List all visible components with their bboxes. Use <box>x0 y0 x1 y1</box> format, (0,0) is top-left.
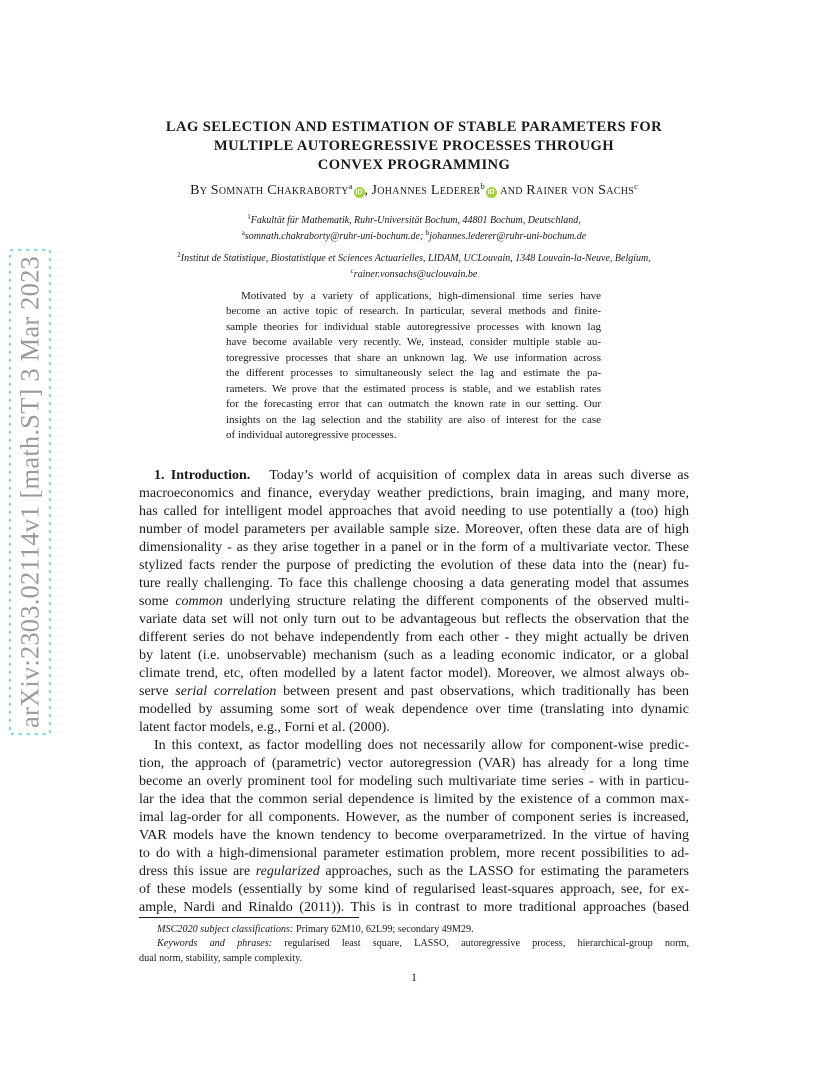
body-line: become an overly prominent tool for modeling such multivariate time series - with in particu- <box>139 774 689 789</box>
affiliation-emails <box>100 265 728 281</box>
author-superscript: b <box>480 181 485 191</box>
body-line: by latent (i.e. unobservable) mechanism (such as a leading economic indicator, or a global <box>139 648 689 663</box>
body-line <box>139 467 689 485</box>
arxiv-stamp <box>8 248 52 736</box>
orcid-icon[interactable]: iD <box>487 189 495 196</box>
body-line: lar the idea that the common serial dependence is limited by the existence of a common max- <box>139 792 689 807</box>
orcid-icon[interactable]: iD <box>355 189 363 196</box>
body-text: dress this issue are <box>139 864 251 879</box>
author-superscript: c <box>634 181 638 191</box>
body-text: underlying structure relating the different components of the observed multi- <box>229 594 690 609</box>
abstract-line: Motivated by a variety of applications, high-dimensional time series have <box>241 290 601 302</box>
email-separator: ; <box>419 231 424 242</box>
body-text: serve <box>139 684 169 699</box>
body-line: imal lag-order for all components. However, as the number of component series is increased, <box>139 810 689 825</box>
body-line: of these models (essentially by some kind of regularised least-squares approach, see, for ex- <box>139 882 689 897</box>
section-heading: 1. Introduction. <box>154 468 251 483</box>
body-line: variate data set will not only turn out to be advantageous but reflects the observation that the <box>139 612 689 627</box>
abstract-line: rameters. We prove that the estimated process is stable, and we establish rates <box>226 382 601 395</box>
body-line: stylized facts render the purpose of predicting the evolution of these data into the (near) fu- <box>139 558 689 573</box>
abstract-line: the different processes to simultaneously select the lag and estimate the pa- <box>226 367 601 380</box>
keywords <box>139 937 689 951</box>
body-line: climate trend, etc, often modelled by a latent factor model). Moreover, we almost always ob- <box>139 666 689 681</box>
affiliation-text: Institut de Statistique, Biostatistique et Sciences Actuarielles, LIDAM, UCLouvain, 1348 Louvain-la-Neuve, Belgium, <box>180 253 651 264</box>
body-line: macroeconomics and finance, everyday weather predictions, brain imaging, and many more, <box>139 486 689 501</box>
msc-label: MSC2020 subject classifications: <box>157 924 294 935</box>
body-line: VAR models have the known tendency to become overparametrized. In the virtue of having <box>139 828 689 843</box>
abstract <box>226 289 601 444</box>
email-superscript: c <box>350 267 354 275</box>
title-line: LAG SELECTION AND ESTIMATION OF STABLE PARAMETERS FOR <box>165 119 663 135</box>
body-line: tion, the approach of (parametric) vector autoregression (VAR) has already for a long time <box>139 756 689 771</box>
by-label: By <box>190 183 208 198</box>
paper-title <box>100 118 728 175</box>
email-link[interactable]: somnath.chakraborty@ruhr-uni-bochum.de <box>244 231 420 242</box>
abstract-line: insights on the lag selection and the stability are also of interest for the case <box>226 413 601 426</box>
affiliation-number: 1 <box>247 213 251 221</box>
email-link[interactable]: rainer.vonsachs@uclouvain.be <box>353 269 478 280</box>
author-superscript: a <box>348 181 353 191</box>
body-line: has called for intelligent model approaches that avoid needing to use potentially a (too) high <box>139 504 689 519</box>
and-label: and <box>500 183 523 198</box>
body-line <box>139 683 689 701</box>
body-line <box>139 593 689 611</box>
title-line: CONVEX PROGRAMMING <box>317 157 511 173</box>
arxiv-identifier[interactable]: arXiv:2303.02114v1 [math.ST] 3 Mar 2023 <box>14 256 45 728</box>
body-line: modelled by assuming some sort of weak dependence over time (translating into dynamic <box>139 702 689 717</box>
abstract-line: of individual autoregressive processes. <box>226 429 397 442</box>
affiliation-text: Fakultät für Mathematik, Ruhr-Universität Bochum, 44801 Bochum, Deutschland, <box>250 215 581 226</box>
abstract-line: toregressive processes that share an unknown lag. We use information across <box>226 351 601 364</box>
keywords-continued: dual norm, stability, sample complexity. <box>139 952 303 964</box>
author-separator: , <box>364 183 368 198</box>
author-name: Rainer von Sachs <box>526 183 635 198</box>
title-line: MULTIPLE AUTOREGRESSIVE PROCESSES THROUGH <box>213 138 615 154</box>
abstract-line: for the forecasting error that can outmatch the known rate in our setting. Our <box>226 398 601 411</box>
body-line: ample, Nardi and Rinaldo (2011)). This is in contrast to more traditional approaches (based <box>139 900 689 915</box>
body-line: ture really challenging. To face this challenge choosing a data generating model that assumes <box>139 576 689 591</box>
msc-text: Primary 62M10, 62L99; secondary 49M29. <box>295 924 474 935</box>
introduction-section <box>139 467 689 917</box>
footnotes <box>139 923 689 966</box>
email-superscript: b <box>425 229 430 237</box>
affiliation-address <box>100 211 728 227</box>
author-name: Johannes Lederer <box>371 183 481 198</box>
body-line: latent factor models, e.g., Forni et al. (2000). <box>139 720 390 735</box>
abstract-line: become an active topic of research. In particular, several methods and finite- <box>226 305 601 318</box>
body-line: to do with a high-dimensional parameter estimation problem, more recent possibilities to ad- <box>139 846 689 861</box>
abstract-line: sample theories for individual stable autoregressive processes with known lag <box>226 320 601 333</box>
affiliation-number: 2 <box>177 251 181 259</box>
body-text: Today’s world of acquisition of complex data in areas such diverse as <box>269 468 690 483</box>
page-number: 1 <box>411 970 417 984</box>
body-line <box>139 863 689 881</box>
affiliation-address <box>100 249 728 265</box>
body-line: number of model parameters per available sample size. Moreover, often these data are of high <box>139 522 689 537</box>
emphasis: regularized <box>255 864 320 879</box>
email-link[interactable]: johannes.lederer@ruhr-uni-bochum.de <box>429 231 587 242</box>
body-line: different series do not behave independently from each other - they might actually be driven <box>139 630 689 645</box>
author-name: Somnath Chakraborty <box>210 183 349 198</box>
affiliation-emails <box>100 227 728 243</box>
author-line <box>100 181 728 199</box>
keywords-text: regularised least square, LASSO, autoregressive process, hierarchical-group norm, <box>284 938 689 950</box>
affiliation-1 <box>100 211 728 243</box>
body-line: dimensionality - as they arise together in a panel or in the form of a multivariate vector. These <box>139 540 689 555</box>
body-text: approaches, such as the LASSO for estimating the parameters <box>325 864 690 879</box>
abstract-line: have become available very recently. We, instead, consider multiple stable au- <box>226 336 601 349</box>
footnote-rule <box>139 917 359 918</box>
msc-classification <box>139 923 689 937</box>
keywords-label: Keywords and phrases: <box>157 938 273 950</box>
emphasis: serial correlation <box>175 684 277 699</box>
body-line: In this context, as factor modelling does not necessarily allow for component-wise predic- <box>154 738 689 753</box>
body-text: some <box>139 594 169 609</box>
emphasis: common <box>175 594 223 609</box>
email-superscript: a <box>241 229 245 237</box>
affiliation-2 <box>100 249 728 281</box>
body-text: between present and past observations, which traditionally has been <box>283 684 689 699</box>
